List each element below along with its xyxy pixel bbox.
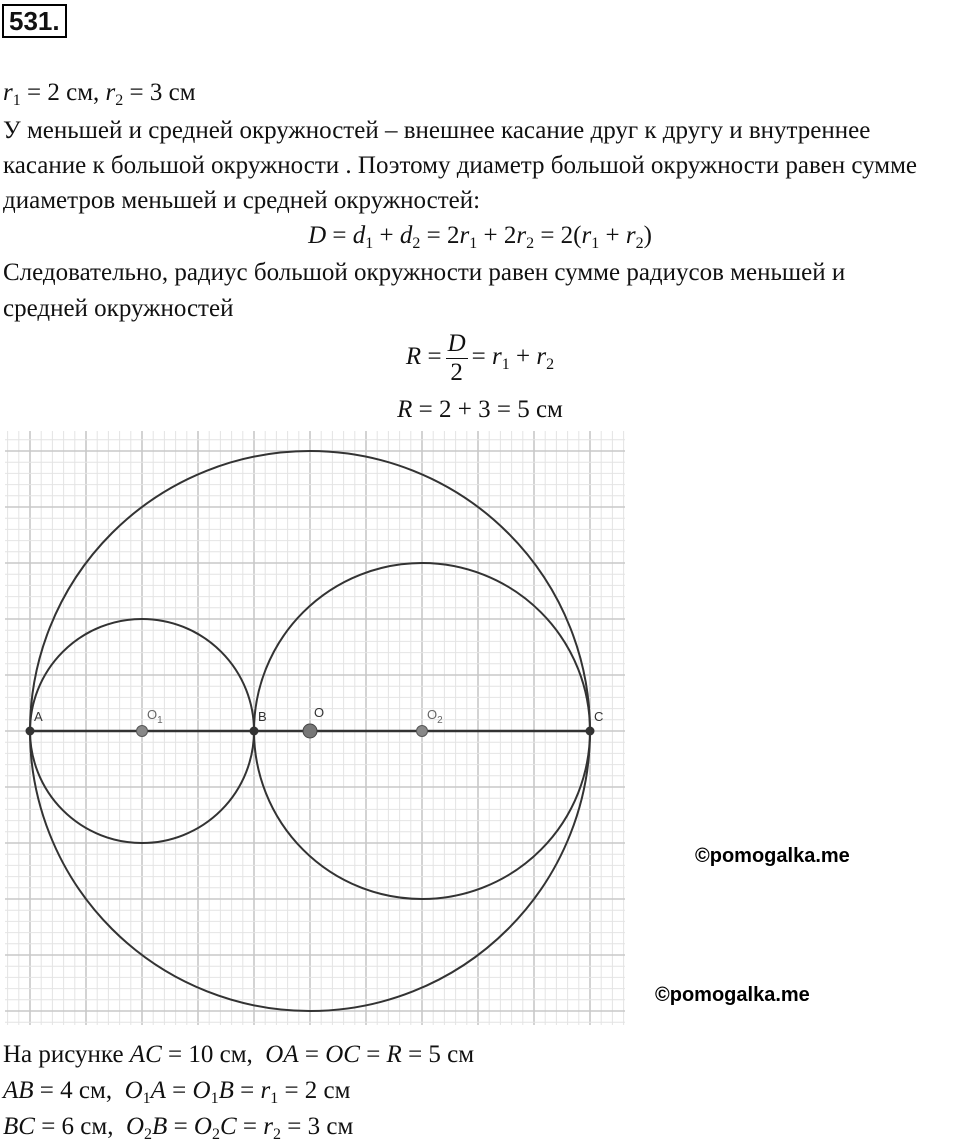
- point-o2: [417, 726, 428, 737]
- r1-value: 2: [47, 79, 60, 106]
- watermark: ©pomogalka.me: [655, 984, 810, 1006]
- unit: см: [66, 79, 94, 106]
- bottom-line-1: На рисунке AC = 10 см, OA = OC = R = 5 см: [3, 1041, 475, 1068]
- watermark: ©pomogalka.me: [695, 845, 850, 867]
- point-o: [303, 724, 317, 738]
- para2-line2: средней окружностей: [3, 295, 234, 322]
- label-o1: $O_1$: [147, 707, 163, 726]
- point-o1: [137, 726, 148, 737]
- r2-value: 3: [149, 79, 163, 106]
- para1-line1: У меньшей и средней окружностей – внешнее касание друг к другу и внутреннее: [3, 117, 871, 144]
- label-b: B: [258, 709, 267, 724]
- problem-number: 531.: [2, 4, 67, 38]
- label-o: O: [314, 705, 325, 720]
- formula-diameter: $D = d_1 + d_2 = 2r_1 + 2r_2 = 2(r_1 + r_2)$: [308, 222, 652, 252]
- point-a: [26, 727, 35, 736]
- label-a: A: [34, 709, 43, 724]
- geometry-figure: [0, 425, 640, 1035]
- bottom-line-3: BC = 6 см, $O_2B = O_2C = r_2 = 3$ см: [3, 1113, 354, 1143]
- label-c: C: [594, 709, 604, 724]
- para2-line1: Следовательно, радиус большой окружности равен сумме радиусов меньшей и: [3, 259, 846, 286]
- formula-radius: R = $\frac{D}{2}$ = $r_1 + r_2$: [405, 330, 555, 386]
- unit: см: [168, 79, 196, 106]
- para1-line3: диаметров меньшей и средней окружностей:: [3, 187, 481, 214]
- label-o2: $O_2$: [427, 707, 443, 726]
- bottom-line-2: AB = 4 см, $O_1A = O_1B = r_1 = 2$ см: [3, 1077, 351, 1107]
- para1-line2: касание к большой окружности . Поэтому диаметр большой окружности равен сумме: [3, 152, 918, 179]
- point-b: [250, 727, 259, 736]
- formula-result: R = 2 + 3 = 5 см: [397, 396, 563, 423]
- given-radii: $r_1 = 2$ см, $r_2 = 3$ см: [3, 79, 196, 109]
- bottom-prefix: На рисунке: [3, 1041, 124, 1068]
- point-c: [586, 727, 595, 736]
